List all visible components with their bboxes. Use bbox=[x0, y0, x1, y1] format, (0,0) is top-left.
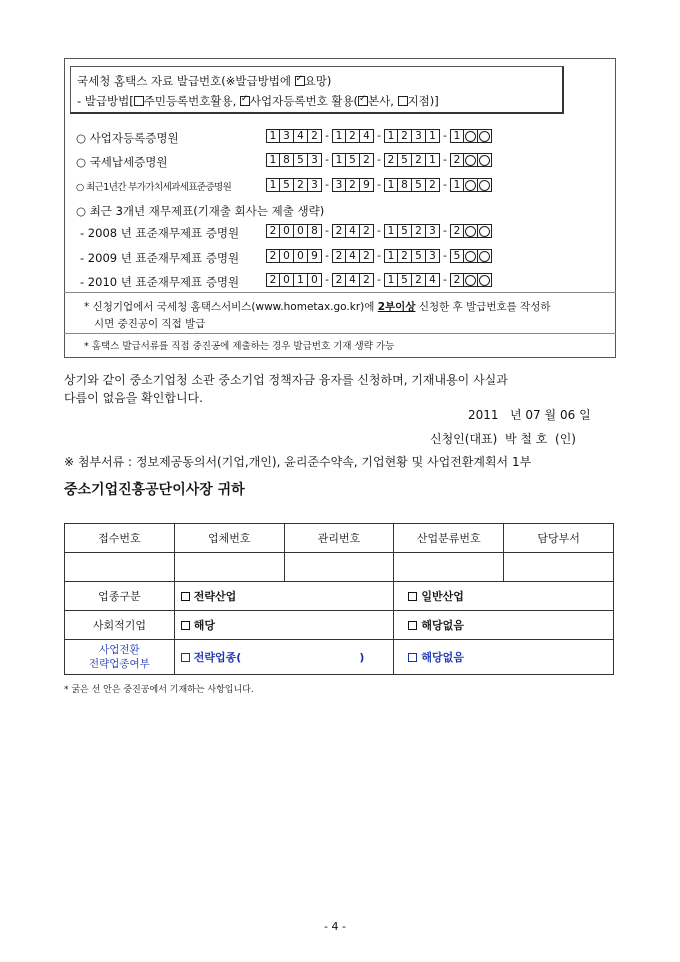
digit-cell[interactable]: 3 bbox=[426, 224, 440, 238]
digit-cell[interactable]: 8 bbox=[280, 153, 294, 167]
business-conversion-label: 사업전환 전략업종여부 bbox=[65, 640, 175, 675]
issuance-number-boxes: 1 8 5 3 - 1 5 2 - 2 5 2 1 - 2 bbox=[266, 153, 492, 167]
digit-cell[interactable]: 2 bbox=[412, 224, 426, 238]
digit-cell[interactable]: 2 bbox=[346, 129, 360, 143]
circle-placeholder-icon bbox=[465, 226, 476, 237]
digit-cell[interactable]: 2 bbox=[266, 273, 280, 287]
digit-cell[interactable] bbox=[478, 153, 492, 167]
circle-placeholder-icon bbox=[479, 131, 490, 142]
checkbox-branch[interactable] bbox=[398, 96, 408, 106]
digit-cell[interactable]: 2 bbox=[308, 129, 322, 143]
digit-cell[interactable]: 2 bbox=[360, 273, 374, 287]
checkbox-business-number[interactable] bbox=[240, 96, 250, 106]
digit-cell[interactable]: 1 bbox=[426, 153, 440, 167]
digit-cell[interactable]: 2 bbox=[332, 273, 346, 287]
page-number: - 4 - bbox=[324, 920, 346, 933]
digit-cell[interactable]: 1 bbox=[266, 153, 280, 167]
industry-code-field[interactable] bbox=[394, 553, 504, 582]
option-strategic-industry[interactable]: 전략산업 bbox=[174, 582, 394, 611]
divider bbox=[64, 292, 616, 293]
digit-cell[interactable]: 1 bbox=[450, 129, 464, 143]
digit-cell[interactable]: 5 bbox=[294, 153, 308, 167]
digit-cell[interactable]: 5 bbox=[412, 178, 426, 192]
digit-cell[interactable] bbox=[478, 178, 492, 192]
digit-cell[interactable]: 2 bbox=[346, 178, 360, 192]
digit-cell[interactable]: 2 bbox=[426, 178, 440, 192]
digit-cell[interactable] bbox=[464, 129, 478, 143]
digit-cell[interactable] bbox=[464, 249, 478, 263]
digit-cell[interactable]: 2 bbox=[332, 249, 346, 263]
option-not-applicable[interactable]: 해당없음 bbox=[394, 611, 614, 640]
digit-cell[interactable]: 0 bbox=[294, 224, 308, 238]
digit-cell[interactable]: 1 bbox=[294, 273, 308, 287]
digit-cell[interactable]: 5 bbox=[346, 153, 360, 167]
digit-cell[interactable]: 4 bbox=[294, 129, 308, 143]
applicant: 신청인(대표) 박 철 호 (인) bbox=[430, 432, 576, 446]
digit-cell[interactable] bbox=[464, 178, 478, 192]
digit-cell[interactable]: 4 bbox=[346, 224, 360, 238]
issuance-number-boxes: 1 5 2 3 - 3 2 9 - 1 8 5 2 - 1 bbox=[266, 178, 492, 192]
digit-cell[interactable]: 2 bbox=[294, 178, 308, 192]
digit-cell[interactable]: 1 bbox=[384, 249, 398, 263]
digit-cell[interactable]: 2 bbox=[360, 249, 374, 263]
digit-cell[interactable]: 5 bbox=[450, 249, 464, 263]
digit-cell[interactable]: 0 bbox=[308, 273, 322, 287]
digit-cell[interactable]: 4 bbox=[360, 129, 374, 143]
checkbox-icon bbox=[408, 653, 417, 662]
issuance-number-boxes: 2 0 0 8 - 2 4 2 - 1 5 2 3 - 2 bbox=[266, 224, 492, 238]
header-department: 담당부서 bbox=[504, 524, 614, 553]
issuance-number-boxes: 2 0 0 9 - 2 4 2 - 1 2 5 3 - 5 bbox=[266, 249, 492, 263]
digit-cell[interactable]: 5 bbox=[398, 224, 412, 238]
digit-cell[interactable]: 5 bbox=[280, 178, 294, 192]
industry-type-label: 업종구분 bbox=[65, 582, 175, 611]
company-no-field[interactable] bbox=[174, 553, 284, 582]
checked-checkbox-icon bbox=[295, 76, 305, 86]
digit-cell[interactable]: 3 bbox=[308, 178, 322, 192]
digit-cell[interactable]: 5 bbox=[412, 249, 426, 263]
digit-cell[interactable] bbox=[464, 273, 478, 287]
digit-cell[interactable] bbox=[478, 224, 492, 238]
digit-cell[interactable]: 2 bbox=[450, 153, 464, 167]
note-hometax-cont: 시면 중진공이 직접 발급 bbox=[94, 318, 206, 330]
circle-placeholder-icon bbox=[465, 275, 476, 286]
digit-cell[interactable]: 0 bbox=[280, 249, 294, 263]
digit-cell[interactable]: 1 bbox=[450, 178, 464, 192]
management-no-field[interactable] bbox=[284, 553, 394, 582]
circle-placeholder-icon bbox=[479, 155, 490, 166]
digit-cell[interactable]: 0 bbox=[280, 273, 294, 287]
digit-cell[interactable]: 2 bbox=[398, 249, 412, 263]
digit-cell[interactable]: 5 bbox=[398, 273, 412, 287]
digit-cell[interactable] bbox=[478, 273, 492, 287]
checkbox-icon bbox=[408, 621, 417, 630]
confirmation-text-1: 상기와 같이 중소기업청 소관 중소기업 정책자금 융자를 신청하며, 기재내용이 사실과 bbox=[64, 373, 508, 387]
attachments: ※ 첨부서류 : 정보제공동의서(기업,개인), 윤리준수약속, 기업현황 및 사업전환계획서 1부 bbox=[64, 455, 532, 469]
circle-placeholder-icon bbox=[479, 251, 490, 262]
header-management-no: 관리번호 bbox=[284, 524, 394, 553]
circle-placeholder-icon bbox=[465, 131, 476, 142]
digit-cell[interactable]: 2 bbox=[450, 224, 464, 238]
checkbox-headquarters[interactable] bbox=[358, 96, 368, 106]
digit-cell[interactable]: 9 bbox=[360, 178, 374, 192]
digit-cell[interactable]: 0 bbox=[294, 249, 308, 263]
issuance-number-boxes: 2 0 1 0 - 2 4 2 - 1 5 2 4 - 2 bbox=[266, 273, 492, 287]
digit-cell[interactable]: 2 bbox=[398, 129, 412, 143]
digit-cell[interactable] bbox=[478, 249, 492, 263]
digit-cell[interactable]: 3 bbox=[280, 129, 294, 143]
application-date: 2011 년 07 월 06 일 bbox=[468, 408, 591, 422]
digit-cell[interactable]: 3 bbox=[308, 153, 322, 167]
digit-cell[interactable]: 8 bbox=[398, 178, 412, 192]
checkbox-icon bbox=[181, 592, 190, 601]
digit-cell[interactable]: 2 bbox=[332, 224, 346, 238]
digit-cell[interactable]: 4 bbox=[426, 273, 440, 287]
circle-placeholder-icon bbox=[465, 155, 476, 166]
option-sector-not-applicable[interactable]: 해당없음 bbox=[394, 640, 614, 675]
footnote: * 굵은 선 안은 중진공에서 기재하는 사항입니다. bbox=[64, 685, 254, 695]
digit-cell[interactable]: 2 bbox=[384, 153, 398, 167]
digit-cell[interactable]: 4 bbox=[346, 249, 360, 263]
digit-cell[interactable]: 1 bbox=[332, 153, 346, 167]
circle-placeholder-icon bbox=[465, 251, 476, 262]
note-direct-submit: * 홈택스 발급서류를 직접 중진공에 제출하는 경우 발급번호 기재 생략 가능 bbox=[84, 341, 395, 352]
digit-cell[interactable]: 2 bbox=[450, 273, 464, 287]
header-receipt-no: 접수번호 bbox=[65, 524, 175, 553]
header-company-no: 업체번호 bbox=[174, 524, 284, 553]
option-applicable[interactable]: 해당 bbox=[174, 611, 394, 640]
checkbox-icon bbox=[181, 653, 190, 662]
divider bbox=[64, 333, 616, 334]
digit-cell[interactable]: 1 bbox=[266, 129, 280, 143]
digit-cell[interactable]: 5 bbox=[398, 153, 412, 167]
digit-cell[interactable]: 1 bbox=[426, 129, 440, 143]
digit-cell[interactable] bbox=[464, 153, 478, 167]
notice-line1: 국세청 홈택스 자료 발급번호(※발급방법에 bbox=[77, 74, 295, 88]
circle-placeholder-icon bbox=[479, 275, 490, 286]
digit-cell[interactable]: 1 bbox=[332, 129, 346, 143]
addressee: 중소기업진흥공단이사장 귀하 bbox=[64, 482, 245, 498]
checkbox-icon bbox=[408, 592, 417, 601]
digit-cell[interactable]: 3 bbox=[426, 249, 440, 263]
checkbox-icon bbox=[181, 621, 190, 630]
digit-cell[interactable] bbox=[478, 129, 492, 143]
digit-cell[interactable]: 2 bbox=[266, 249, 280, 263]
digit-cell[interactable]: 2 bbox=[360, 224, 374, 238]
digit-cell[interactable]: 9 bbox=[308, 249, 322, 263]
circle-placeholder-icon bbox=[479, 180, 490, 191]
digit-cell[interactable]: 4 bbox=[346, 273, 360, 287]
header-industry-code: 산업분류번호 bbox=[394, 524, 504, 553]
note-hometax: * 신청기업에서 국세청 홈택스서비스(www.hometax.go.kr)에 2부이상 신청한 후 발급번호를 작성하 bbox=[84, 301, 551, 313]
digit-cell[interactable]: 3 bbox=[412, 129, 426, 143]
issuance-method-notice: 국세청 홈택스 자료 발급번호(※발급방법에 ✓요망) - 발급방법[ 주민등록번호활용, ✓사업자등록번호 활용(✓ 본사, 지점)] bbox=[70, 66, 564, 114]
option-general-industry[interactable]: 일반산업 bbox=[394, 582, 614, 611]
checkbox-resident-number[interactable] bbox=[134, 96, 144, 106]
social-enterprise-label: 사회적기업 bbox=[65, 611, 175, 640]
digit-cell[interactable]: 1 bbox=[266, 178, 280, 192]
digit-cell[interactable]: 0 bbox=[280, 224, 294, 238]
issuance-number-boxes: 1 3 4 2 - 1 2 4 - 1 2 3 1 - 1 bbox=[266, 129, 492, 143]
office-use-table bbox=[64, 523, 614, 675]
digit-cell[interactable]: 2 bbox=[266, 224, 280, 238]
confirmation-text-2: 다름이 없음을 확인합니다. bbox=[64, 391, 203, 405]
digit-cell[interactable]: 1 bbox=[384, 224, 398, 238]
digit-cell[interactable]: 2 bbox=[360, 153, 374, 167]
digit-cell[interactable]: 2 bbox=[412, 273, 426, 287]
digit-cell[interactable]: 3 bbox=[332, 178, 346, 192]
digit-cell[interactable]: 1 bbox=[384, 273, 398, 287]
option-strategic-sector[interactable]: 전략업종( ) bbox=[174, 640, 394, 675]
digit-cell[interactable]: 2 bbox=[412, 153, 426, 167]
receipt-no-field[interactable] bbox=[65, 553, 175, 582]
circle-placeholder-icon bbox=[465, 180, 476, 191]
digit-cell[interactable]: 1 bbox=[384, 178, 398, 192]
digit-cell[interactable]: 8 bbox=[308, 224, 322, 238]
digit-cell[interactable] bbox=[464, 224, 478, 238]
digit-cell[interactable]: 1 bbox=[384, 129, 398, 143]
department-field[interactable] bbox=[504, 553, 614, 582]
circle-placeholder-icon bbox=[479, 226, 490, 237]
